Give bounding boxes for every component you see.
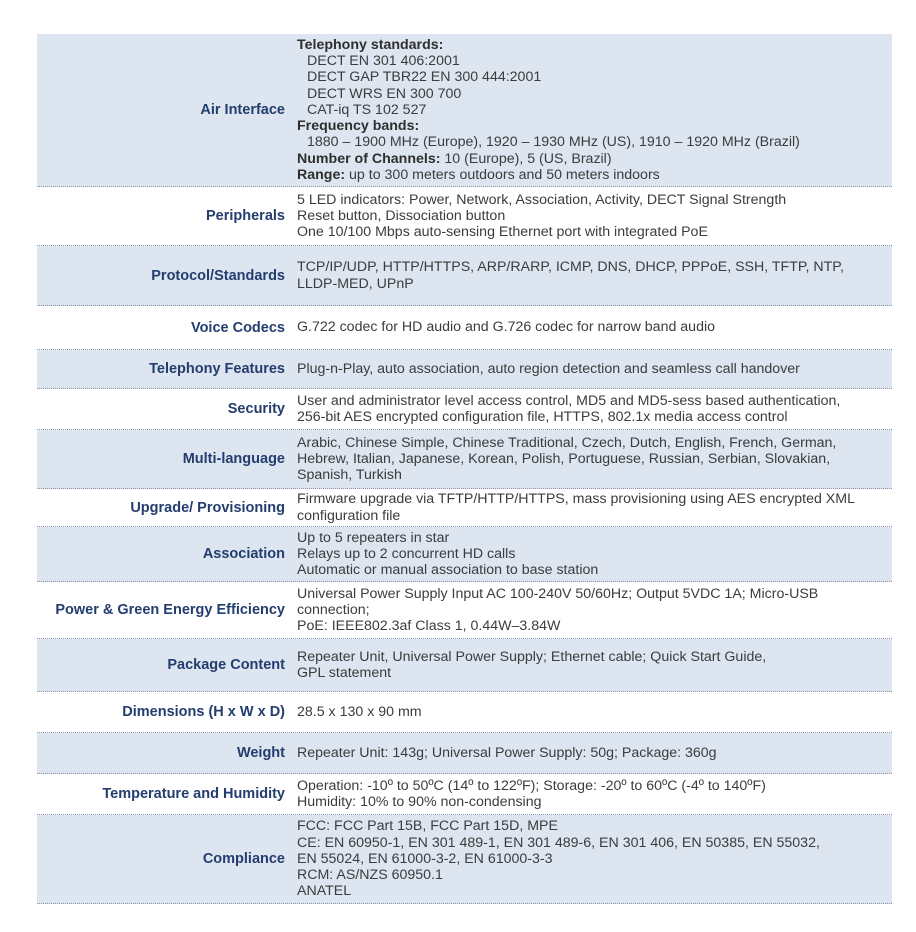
spec-line [297,745,892,761]
spec-line-heading: Telephony standards: [297,37,444,54]
spec-label: Telephony Features [149,361,285,377]
spec-line [297,818,892,834]
spec-line-text: EN 55024, EN 61000-3-2, EN 61000-3-3 [297,850,553,867]
spec-line [297,602,892,618]
spec-line-text: Hebrew, Italian, Japanese, Korean, Polish, Portuguese, Russian, Serbian, Slovakian, [297,450,831,467]
spec-row [37,733,892,774]
spec-line [297,102,892,118]
spec-row [37,692,892,733]
spec-line [297,361,892,377]
spec-label: Compliance [202,851,285,867]
spec-line-text: 28.5 x 130 x 90 mm [297,703,422,720]
spec-line [297,259,892,275]
spec-line-text: Relays up to 2 concurrent HD calls [297,545,516,562]
spec-row [37,306,892,350]
spec-value [291,319,892,335]
spec-label: Security [227,401,285,417]
spec-label: Protocol/Standards [151,267,285,284]
spec-value [291,586,892,635]
spec-line-text: 256-bit AES encrypted configuration file, HTTPS, 802.1x media access control [297,409,788,425]
spec-line-text: Automatic or manual association to base station [297,562,599,579]
spec-line-text: Operation: -10º to 50ºC (14º to 122ºF); Storage: -20º to 60ºC (-4º to 140ºF) [297,777,766,794]
spec-table [37,34,892,904]
spec-line [297,86,892,102]
spec-row [37,389,892,430]
spec-label: Temperature and Humidity [102,786,285,802]
spec-line [297,134,892,150]
spec-row [37,639,892,692]
spec-line [297,508,892,524]
spec-line [297,778,892,794]
spec-line-heading: Frequency bands: [297,118,420,135]
spec-label: Package Content [167,657,285,673]
spec-value [291,435,892,484]
spec-line-text: DECT WRS EN 300 700 [307,85,462,102]
spec-row [37,527,892,582]
spec-row [37,34,892,187]
spec-line-text: Repeater Unit: 143g; Universal Power Supply: 50g; Package: 360g [297,744,717,761]
spec-line [297,665,892,681]
spec-line [297,224,892,240]
spec-row [37,246,892,306]
spec-label: Association [202,546,285,562]
spec-line [297,319,892,335]
spec-line-text: 5 LED indicators: Power, Network, Association, Activity, DECT Signal Strength [297,191,787,208]
spec-label: Power & Green Energy Efficiency [55,602,285,618]
spec-line-text: ANATEL [297,883,352,900]
spec-line [297,704,892,720]
spec-value [291,818,892,899]
spec-row [37,582,892,639]
spec-line-text: One 10/100 Mbps auto-sensing Ethernet port with integrated PoE [297,224,708,241]
spec-row [37,815,892,904]
spec-value [291,361,892,377]
spec-line-text: Reset button, Dissociation button [297,207,506,224]
spec-line [297,167,892,183]
spec-value [291,259,892,291]
spec-line-text: DECT EN 301 406:2001 [307,53,460,70]
spec-value [291,37,892,183]
spec-line [297,546,892,562]
spec-line-text: up to 300 meters outdoors and 50 meters indoors [345,166,660,183]
spec-value [291,491,892,523]
spec-line [297,151,892,167]
spec-line [297,208,892,224]
spec-label: Weight [236,745,285,761]
spec-line-text: 10 (Europe), 5 (US, Brazil) [440,150,612,167]
spec-line [297,649,892,665]
spec-line-text: PoE: IEEE802.3af Class 1, 0.44W–3.84W [297,618,561,635]
spec-line [297,276,892,292]
spec-line [297,393,892,409]
spec-line [297,618,892,634]
spec-line [297,883,892,899]
spec-line-text: TCP/IP/UDP, HTTP/HTTPS, ARP/RARP, ICMP, DNS, DHCP, PPPoE, SSH, TFTP, NTP, [297,259,844,276]
spec-row [37,187,892,246]
spec-value [291,393,892,425]
spec-label: Voice Codecs [190,319,285,336]
spec-line-text: Plug-n-Play, auto association, auto region detection and seamless call handover [297,360,800,377]
spec-line [297,192,892,208]
spec-line [297,586,892,602]
spec-row [37,489,892,527]
spec-line-text: GPL statement [297,665,392,681]
spec-line [297,794,892,810]
spec-line [297,69,892,85]
spec-line-text: 1880 – 1900 MHz (Europe), 1920 – 1930 MHz (US), 1910 – 1920 MHz (Brazil) [307,134,800,151]
spec-line-text: Universal Power Supply Input AC 100-240V 50/60Hz; Output 5VDC 1A; Micro-USB [297,585,819,602]
spec-label: Dimensions (H x W x D) [122,704,285,720]
spec-line-text: CAT-iq TS 102 527 [307,101,427,118]
spec-row [37,430,892,489]
spec-line [297,409,892,425]
spec-line-text: Firmware upgrade via TFTP/HTTP/HTTPS, mass provisioning using AES encrypted XML [297,491,855,508]
spec-label: Air Interface [200,102,285,118]
spec-line-text: Repeater Unit, Universal Power Supply; Ethernet cable; Quick Start Guide, [297,648,767,665]
spec-line-text: RCM: AS/NZS 60950.1 [297,867,443,884]
spec-line [297,867,892,883]
spec-line-text: connection; [297,601,370,618]
spec-line-text: CE: EN 60950-1, EN 301 489-1, EN 301 489-6, EN 301 406, EN 50385, EN 55032, [297,834,820,851]
spec-value [291,649,892,681]
spec-value [291,745,892,761]
spec-label: Multi-language [182,451,285,467]
spec-line [297,835,892,851]
spec-line [297,530,892,546]
spec-line [297,53,892,69]
spec-line [297,491,892,507]
spec-value [291,192,892,241]
spec-line [297,435,892,451]
spec-line-text: configuration file [297,507,401,524]
spec-line [297,467,892,483]
spec-line [297,118,892,134]
spec-line-text: DECT GAP TBR22 EN 300 444:2001 [307,69,542,86]
spec-value [291,530,892,579]
spec-line-text: Arabic, Chinese Simple, Chinese Traditional, Czech, Dutch, English, French, German, [297,434,837,451]
spec-line [297,451,892,467]
spec-value [291,778,892,810]
spec-line-text: Humidity: 10% to 90% non-condensing [297,794,542,810]
spec-row [37,774,892,815]
spec-row [37,350,892,389]
spec-line [297,37,892,53]
spec-line-text: Up to 5 repeaters in star [297,529,450,546]
spec-label: Upgrade/ Provisioning [130,499,285,516]
spec-line-text: User and administrator level access control, MD5 and MD5-sess based authentication, [297,392,841,409]
spec-line [297,851,892,867]
spec-line-text: LLDP-MED, UPnP [297,275,414,292]
spec-label: Peripherals [206,208,285,224]
spec-line-heading: Number of Channels: [297,150,441,167]
spec-line-heading: Range: [297,166,346,183]
spec-value [291,704,892,720]
spec-line-text: FCC: FCC Part 15B, FCC Part 15D, MPE [297,818,558,835]
spec-line [297,562,892,578]
spec-line-text: G.722 codec for HD audio and G.726 codec for narrow band audio [297,319,716,336]
spec-line-text: Spanish, Turkish [297,467,402,484]
